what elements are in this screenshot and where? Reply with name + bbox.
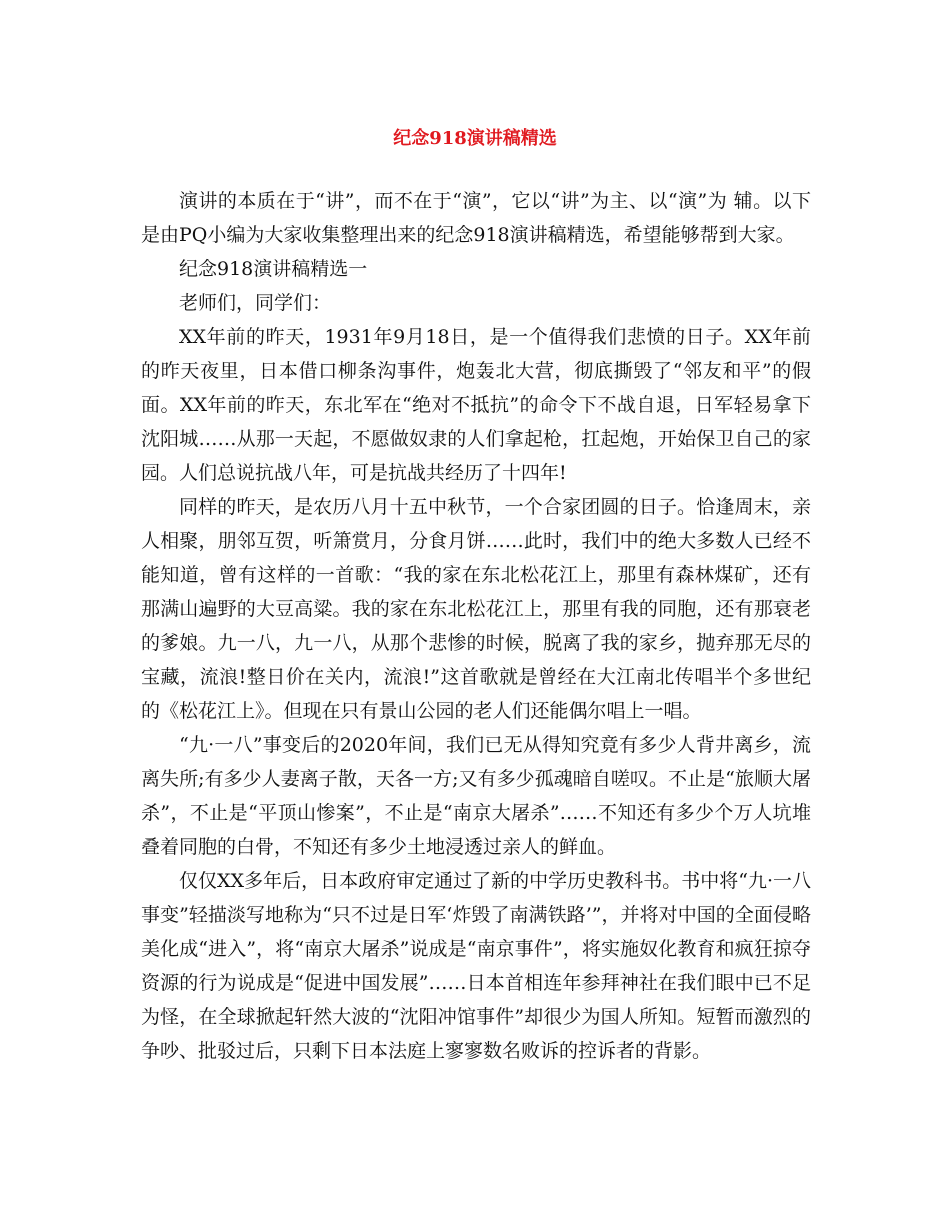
paragraph-body: “九·一八”事变后的2020年间，我们已无从得知究竟有多少人背井离乡，流离失所;有多少人妻离子散，天各一方;又有多少孤魂暗自嗟叹。不止是“旅顺大屠杀”，不止是“平顶山惨案”，不止是“南京大屠杀”……不知还有多少个万人坑堆叠着同胞的白骨，不知还有多少土地浸透过亲人的鲜血。 bbox=[141, 734, 811, 858]
paragraph-body: 仅仅XX多年后，日本政府审定通过了新的中学历史教科书。书中将“九·一八事变”轻描淡写地称为“只不过是日军‘炸毁了南满铁路’”，并将对中国的全面侵略美化成“进入”，将“南京大屠杀”说成是“南京事件”，将实施奴化教育和疯狂掠夺资源的行为说成是“促进中国发展”……日本首相连年参拜神社在我们眼中已不足为怪，在全球掀起轩然大波的“沈阳冲馆事件”却很少为国人所知。短暂而激烈的争吵、批驳过后，只剩下日本法庭上寥寥数名败诉的控诉者的背影。 bbox=[141, 870, 811, 1062]
paragraph-intro: 演讲的本质在于“讲”，而不在于“演”，它以“讲”为主、以“演”为 辅。以下是由PQ小编为大家收集整理出来的纪念918演讲稿精选，希望能够帮到大家。 bbox=[141, 190, 811, 246]
paragraph-body: XX年前的昨天，1931年9月18日，是一个值得我们悲愤的日子。XX年前的昨天夜里，日本借口柳条沟事件，炮轰北大营，彻底撕毁了“邻友和平”的假面。XX年前的昨天，东北军在“绝对不抵抗”的命令下不战自退，日军轻易拿下沈阳城……从那一天起，不愿做奴隶的人们拿起枪，扛起炮，开始保卫自己的家园。人们总说抗战八年，可是抗战共经历了十四年! bbox=[141, 326, 811, 484]
document-body bbox=[141, 184, 811, 1068]
paragraph-section-heading: 纪念918演讲稿精选一 bbox=[179, 258, 368, 280]
document-title: 纪念918演讲稿精选 bbox=[393, 128, 557, 149]
paragraph-salutation: 老师们，同学们： bbox=[179, 292, 332, 314]
paragraph-body: 同样的昨天，是农历八月十五中秋节，一个合家团圆的日子。恰逢周末，亲人相聚，朋邻互贺，听箫赏月，分食月饼……此时，我们中的绝大多数人已经不能知道，曾有这样的一首歌：“我的家在东北松花江上，那里有森林煤矿，还有那满山遍野的大豆高粱。我的家在东北松花江上，那里有我的同胞，还有那衰老的爹娘。九一八，九一八，从那个悲惨的时候，脱离了我的家乡，抛弃那无尽的宝藏，流浪!整日价在关内，流浪!”这首歌就是曾经在大江南北传唱半个多世纪的《松花江上》。但现在只有景山公园的老人们还能偶尔唱上一唱。 bbox=[141, 496, 811, 722]
